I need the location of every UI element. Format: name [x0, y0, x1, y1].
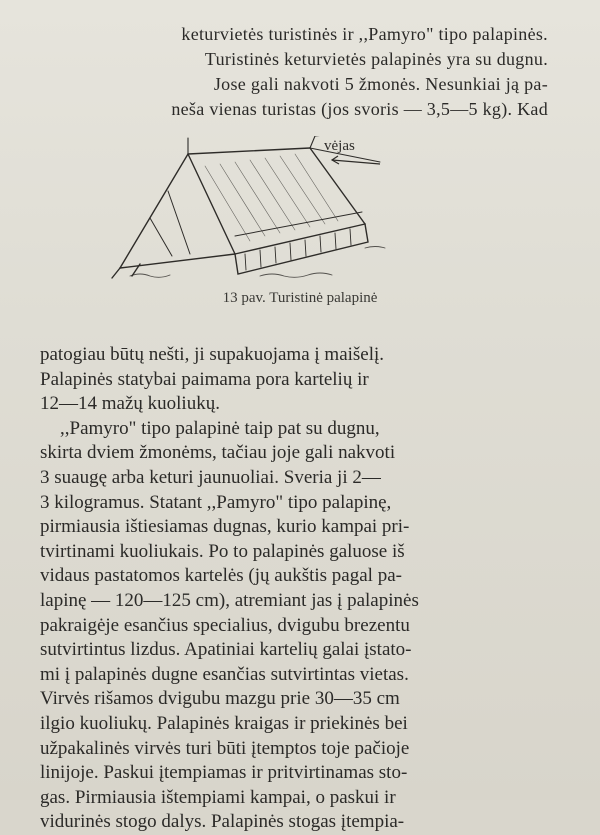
text-line: vidaus pastatomos kartelės (jų aukštis pagal pa- [40, 565, 402, 587]
text-line: tvirtinami kuoliukais. Po to palapinės galuose iš [40, 540, 405, 562]
text-line: pirmiausia ištiesiamas dugnas, kurio kampai pri- [40, 516, 410, 538]
text-line: skirta dviem žmonėms, tačiau joje gali nakvoti [40, 442, 396, 464]
top-paragraph [0, 22, 600, 122]
front-base [120, 254, 235, 268]
tent-ridge [188, 148, 310, 154]
text-line: lapinę — 120—125 cm), atremiant jas į palapinės [40, 589, 419, 611]
text-line: sutvirtintus lizdus. Apatiniai kartelių galai įstato- [40, 639, 412, 661]
text-line: ,,Pamyro" tipo palapinė taip pat su dugnu, [60, 417, 380, 439]
figure-caption: 13 pav. Turistinė palapinė [222, 290, 378, 306]
text-line: 12—14 mažų kuoliukų. [40, 393, 220, 415]
text-line: ilgio kuoliukų. Palapinės kraigas ir priekinės bei [40, 712, 408, 734]
wind-label: vėjas [324, 138, 355, 154]
tent-illustration [110, 136, 410, 286]
text-line: Virvės rišamos dvigubu mazgu prie 30—35 cm [40, 688, 400, 710]
text-line: patogiau būtų nešti, ji supakuojama į maišelį. [40, 344, 385, 365]
text-line: Turistinės keturvietės palapinės yra su dugnu. [204, 49, 548, 69]
text-line: gas. Pirmiausia ištempiami kampai, o paskui ir [40, 786, 396, 808]
side-base [235, 224, 365, 254]
text-line: vidurinės stogo dalys. Palapinės stogas įtempia- [40, 811, 405, 833]
text-line: 3 suaugę arba keturi jaunuoliai. Sveria ji 2— [40, 466, 381, 488]
text-line: linijoje. Paskui įtempiamas ir pritvirtinamas sto- [40, 762, 408, 784]
text-line: Jose gali nakvoti 5 žmonės. Nesunkiai ją pa- [213, 74, 548, 94]
text-line: neša vienas turistas (jos svoris — 3,5—5 kg). Kad [171, 99, 548, 119]
text-line: keturvietės turistinės ir ,,Pamyro" tipo palapinės. [181, 24, 548, 44]
body-paragraphs [40, 343, 580, 835]
front-left-edge [120, 154, 188, 268]
text-line: 3 kilogramus. Statant ,,Pamyro" tipo palapinę, [40, 491, 392, 513]
text-line: mi į palapinės dugne esančias sutvirtintas vietas. [40, 663, 409, 685]
text-line: Palapinės statybai paimama pora kartelių ir [40, 368, 369, 390]
text-line: užpakalinės virvės turi būti įtemptos toje pačioje [40, 737, 410, 759]
text-line: pakraigėje esančius specialius, dvigubu brezentu [40, 614, 410, 636]
